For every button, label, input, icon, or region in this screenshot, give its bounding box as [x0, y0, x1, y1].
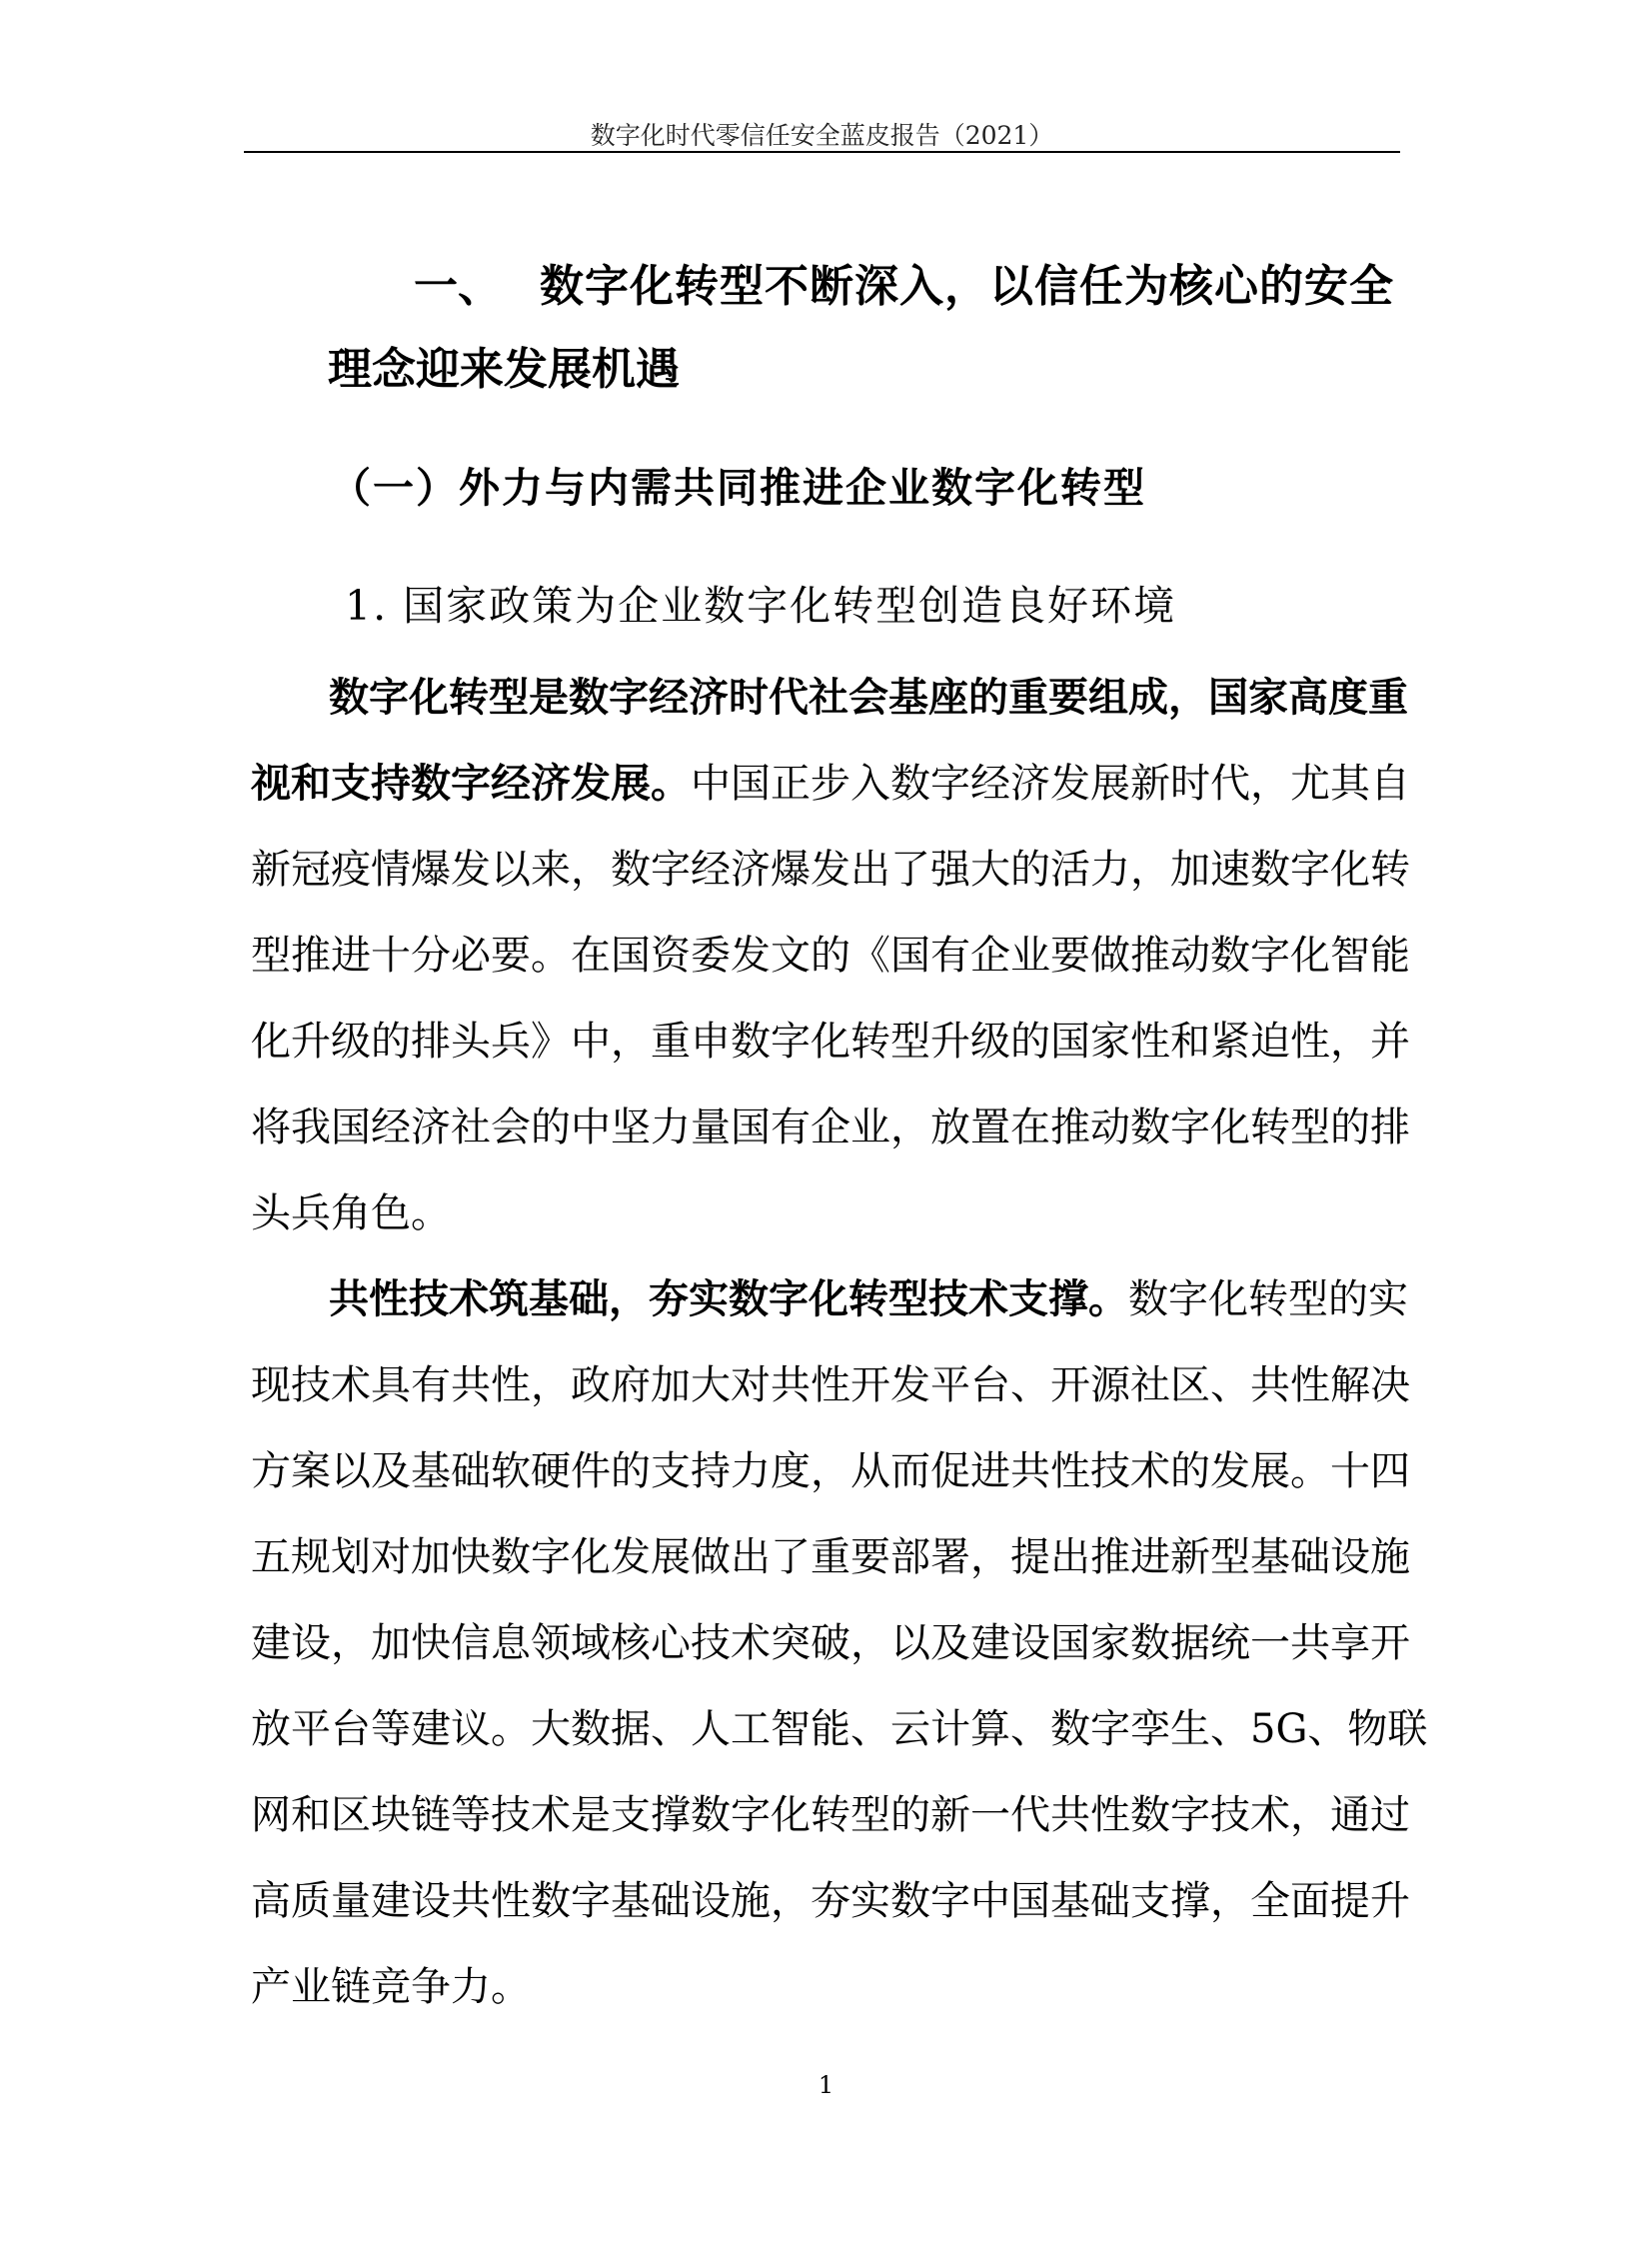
text-line: 网和区块链等技术是支撑数字化转型的新一代共性数字技术，通过 — [251, 1792, 1410, 1838]
page-number: 1 — [818, 2071, 834, 2099]
chapter-title-line1: 数字化转型不断深入，以信任为核心的安全 — [540, 261, 1394, 312]
bold-lead: 视和支持数字经济发展。 — [251, 761, 691, 807]
text-line: 五规划对加快数字化发展做出了重要部署，提出推进新型基础设施 — [251, 1534, 1410, 1580]
chapter-number: 一、 — [414, 261, 502, 312]
text-line: 方案以及基础软硬件的支持力度，从而促进共性技术的发展。十四 — [251, 1448, 1410, 1494]
text-line: 头兵角色。 — [251, 1190, 451, 1236]
text-line: 新冠疫情爆发以来，数字经济爆发出了强大的活力，加速数字化转 — [251, 847, 1410, 893]
text-line: 化升级的排头兵》中，重申数字化转型升级的国家性和紧迫性，并 — [251, 1019, 1410, 1065]
text-line — [251, 655, 1408, 741]
bold-lead: 共性技术筑基础，夯实数字化转型技术支撑。 — [329, 1276, 1128, 1322]
text-line — [251, 1256, 1408, 1342]
chapter-title-line2: 理念迎来发展机遇 — [328, 344, 680, 395]
text-line: 放平台等建议。大数据、人工智能、云计算、数字孪生、5G、物联 — [251, 1706, 1428, 1752]
text: 中国正步入数字经济发展新时代，尤其自 — [691, 761, 1410, 807]
text-line: 产业链竞争力。 — [251, 1964, 531, 2010]
paragraph-2 — [251, 1256, 1428, 2030]
text-line: 建设，加快信息领域核心技术突破，以及建设国家数据统一共享开 — [251, 1620, 1410, 1666]
paragraph-1 — [251, 655, 1410, 1256]
bold-lead: 数字化转型是数字经济时代社会基座的重要组成，国家高度重 — [329, 675, 1408, 721]
text: 数字化转型的实 — [1128, 1276, 1408, 1322]
section-heading: （一）外力与内需共同推进企业数字化转型 — [330, 464, 1146, 512]
text-line: 将我国经济社会的中坚力量国有企业，放置在推动数字化转型的排 — [251, 1105, 1410, 1150]
text-line: 型推进十分必要。在国资委发文的《国有企业要做推动数字化智能 — [251, 933, 1410, 979]
text-line: 现技术具有共性，政府加大对共性开发平台、开源社区、共性解决 — [251, 1362, 1410, 1408]
running-header: 数字化时代零信任安全蓝皮报告（2021） — [590, 121, 1054, 150]
text-line: 高质量建设共性数字基础设施，夯实数字中国基础支撑，全面提升 — [251, 1878, 1410, 1924]
header-divider — [244, 151, 1400, 153]
subsection-heading: 1. 国家政策为企业数字化转型创造良好环境 — [345, 582, 1177, 630]
text-line — [251, 741, 1410, 827]
